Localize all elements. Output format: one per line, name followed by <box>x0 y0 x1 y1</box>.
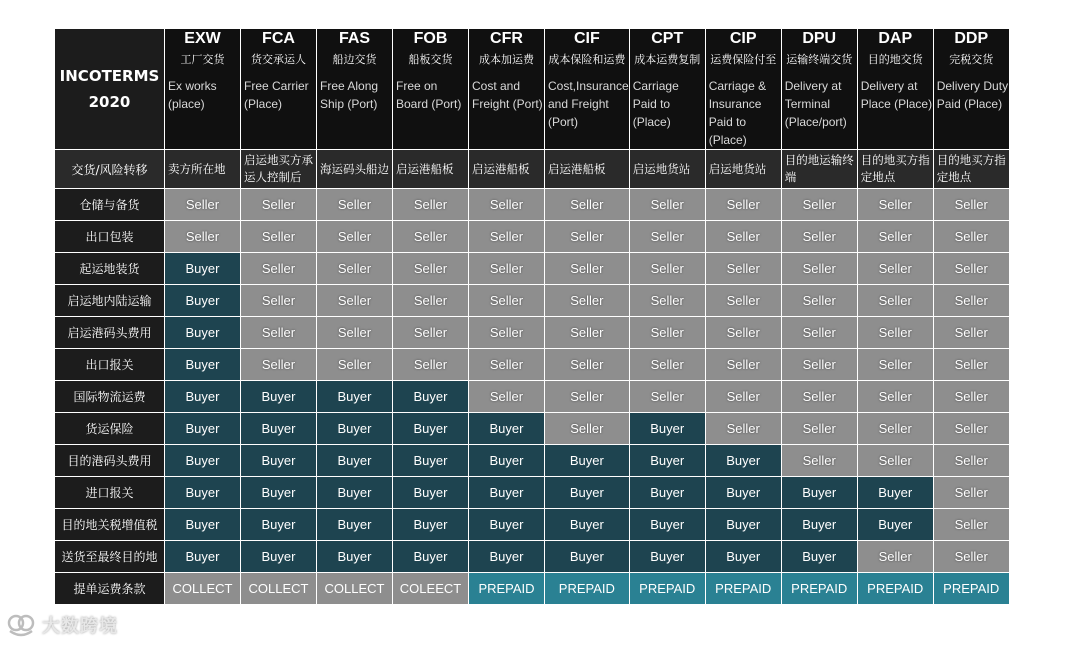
term-code: FAS <box>338 30 371 47</box>
term-code: CIF <box>573 30 600 47</box>
table-row <box>55 381 1010 413</box>
buyer-cell: Buyer <box>469 477 545 509</box>
prepaid-cell: PREPAID <box>705 573 781 605</box>
seller-cell: Seller <box>545 349 630 381</box>
term-english-name: Cost and Freight (Port) <box>472 79 543 111</box>
watermark-text: 大数跨境 <box>42 616 118 637</box>
transfer-point-cip: 启运地货站 <box>705 150 781 189</box>
watermark <box>6 611 118 639</box>
term-english-name: Cost,Insurance and Freight (Port) <box>548 79 629 129</box>
seller-cell: Seller <box>545 413 630 445</box>
seller-cell: Seller <box>781 349 857 381</box>
buyer-cell: Buyer <box>165 381 241 413</box>
table-row <box>55 349 1010 381</box>
seller-cell: Seller <box>933 381 1009 413</box>
seller-cell: Seller <box>933 285 1009 317</box>
term-english-name: Ex works (place) <box>168 79 217 111</box>
prepaid-cell: PREPAID <box>469 573 545 605</box>
row-label-freight: 提单运费条款 <box>55 573 165 605</box>
seller-cell: Seller <box>317 317 393 349</box>
buyer-cell: Buyer <box>705 445 781 477</box>
row-label: 出口包装 <box>55 221 165 253</box>
buyer-cell: Buyer <box>317 509 393 541</box>
prepaid-cell: PREPAID <box>545 573 630 605</box>
seller-cell: Seller <box>705 189 781 221</box>
term-code: DAP <box>878 30 913 47</box>
buyer-cell: Buyer <box>705 509 781 541</box>
seller-cell: Seller <box>857 381 933 413</box>
buyer-cell: Buyer <box>393 477 469 509</box>
seller-cell: Seller <box>545 317 630 349</box>
term-code: CFR <box>490 30 523 47</box>
seller-cell: Seller <box>933 189 1009 221</box>
row-label: 起运地装货 <box>55 253 165 285</box>
transfer-point-fas: 海运码头船边 <box>317 150 393 189</box>
prepaid-cell: PREPAID <box>857 573 933 605</box>
buyer-cell: Buyer <box>317 445 393 477</box>
buyer-cell: Buyer <box>781 477 857 509</box>
seller-cell: Seller <box>857 349 933 381</box>
seller-cell: Seller <box>781 253 857 285</box>
term-header-fob <box>393 29 469 150</box>
transfer-row <box>55 150 1010 189</box>
seller-cell: Seller <box>241 349 317 381</box>
term-header-cfr <box>469 29 545 150</box>
seller-cell: Seller <box>857 413 933 445</box>
buyer-cell: Buyer <box>165 317 241 349</box>
buyer-cell: Buyer <box>165 445 241 477</box>
transfer-point-ddp: 目的地买方指定地点 <box>933 150 1009 189</box>
term-header-dap <box>857 29 933 150</box>
buyer-cell: Buyer <box>629 509 705 541</box>
term-header-dpu <box>781 29 857 150</box>
seller-cell: Seller <box>705 221 781 253</box>
buyer-cell: Buyer <box>469 445 545 477</box>
term-english-name: Free on Board (Port) <box>396 79 462 111</box>
transfer-point-cif: 启运港船板 <box>545 150 630 189</box>
seller-cell: Seller <box>705 317 781 349</box>
buyer-cell: Buyer <box>545 509 630 541</box>
buyer-cell: Buyer <box>629 445 705 477</box>
buyer-cell: Buyer <box>393 445 469 477</box>
term-chinese-name: 成本运费复制 <box>634 53 701 66</box>
seller-cell: Seller <box>469 285 545 317</box>
seller-cell: Seller <box>781 189 857 221</box>
seller-cell: Seller <box>705 253 781 285</box>
term-chinese-name: 成本加运费 <box>479 53 534 66</box>
row-label: 目的港码头费用 <box>55 445 165 477</box>
seller-cell: Seller <box>545 253 630 285</box>
buyer-cell: Buyer <box>545 541 630 573</box>
buyer-cell: Buyer <box>629 541 705 573</box>
seller-cell: Seller <box>629 349 705 381</box>
transfer-point-fob: 启运港船板 <box>393 150 469 189</box>
term-header-fca <box>241 29 317 150</box>
row-label: 目的地关税增值税 <box>55 509 165 541</box>
term-english-name: Free Carrier (Place) <box>244 79 309 111</box>
header-row <box>55 29 1010 150</box>
buyer-cell: Buyer <box>241 413 317 445</box>
buyer-cell: Buyer <box>857 477 933 509</box>
seller-cell: Seller <box>393 349 469 381</box>
seller-cell: Seller <box>857 221 933 253</box>
transfer-point-cfr: 启运港船板 <box>469 150 545 189</box>
term-chinese-name: 完税交货 <box>949 53 994 66</box>
term-code: DPU <box>802 30 837 47</box>
seller-cell: Seller <box>241 189 317 221</box>
buyer-cell: Buyer <box>165 413 241 445</box>
seller-cell: Seller <box>241 285 317 317</box>
seller-cell: Seller <box>781 221 857 253</box>
table-row <box>55 189 1010 221</box>
transfer-point-dap: 目的地买方指定地点 <box>857 150 933 189</box>
seller-cell: Seller <box>857 189 933 221</box>
seller-cell: Seller <box>933 509 1009 541</box>
seller-cell: Seller <box>933 541 1009 573</box>
seller-cell: Seller <box>933 317 1009 349</box>
term-chinese-name: 成本保险和运费 <box>548 53 626 66</box>
term-header-cif <box>545 29 630 150</box>
row-label: 仓储与备货 <box>55 189 165 221</box>
term-chinese-name: 运费保险付至 <box>710 53 777 66</box>
prepaid-cell: PREPAID <box>781 573 857 605</box>
term-code: FOB <box>413 30 448 47</box>
buyer-cell: Buyer <box>165 541 241 573</box>
seller-cell: Seller <box>933 253 1009 285</box>
transfer-point-dpu: 目的地运输终端 <box>781 150 857 189</box>
seller-cell: Seller <box>629 285 705 317</box>
buyer-cell: Buyer <box>393 541 469 573</box>
table-row <box>55 253 1010 285</box>
buyer-cell: Buyer <box>165 349 241 381</box>
term-english-name: Free Along Ship (Port) <box>320 79 379 111</box>
term-header-cip <box>705 29 781 150</box>
buyer-cell: Buyer <box>781 509 857 541</box>
seller-cell: Seller <box>545 221 630 253</box>
seller-cell: Seller <box>317 285 393 317</box>
seller-cell: Seller <box>781 317 857 349</box>
collect-cell: COLLECT <box>165 573 241 605</box>
seller-cell: Seller <box>705 413 781 445</box>
buyer-cell: Buyer <box>705 541 781 573</box>
term-english-name: Carriage Paid to (Place) <box>632 79 679 129</box>
buyer-cell: Buyer <box>241 381 317 413</box>
seller-cell: Seller <box>933 445 1009 477</box>
seller-cell: Seller <box>469 221 545 253</box>
incoterms-table-body <box>55 29 1010 605</box>
buyer-cell: Buyer <box>241 509 317 541</box>
seller-cell: Seller <box>545 381 630 413</box>
seller-cell: Seller <box>629 253 705 285</box>
table-row <box>55 509 1010 541</box>
seller-cell: Seller <box>469 317 545 349</box>
seller-cell: Seller <box>317 189 393 221</box>
seller-cell: Seller <box>241 317 317 349</box>
term-code: FCA <box>262 30 295 47</box>
buyer-cell: Buyer <box>393 509 469 541</box>
term-chinese-name: 工厂交货 <box>180 53 225 66</box>
buyer-cell: Buyer <box>165 509 241 541</box>
transfer-point-fca: 启运地买方承运人控制后 <box>241 150 317 189</box>
seller-cell: Seller <box>933 413 1009 445</box>
table-row <box>55 317 1010 349</box>
seller-cell: Seller <box>165 221 241 253</box>
transfer-point-cpt: 启运地货站 <box>629 150 705 189</box>
term-english-name: Carriage & Insurance Paid to (Place) <box>708 79 767 147</box>
term-english-name: Delivery Duty Paid (Place) <box>936 79 1009 111</box>
incoterms-table <box>54 28 1010 605</box>
seller-cell: Seller <box>933 349 1009 381</box>
row-label: 货运保险 <box>55 413 165 445</box>
seller-cell: Seller <box>705 381 781 413</box>
term-english-name: Delivery at Place (Place) <box>860 79 933 111</box>
seller-cell: Seller <box>469 253 545 285</box>
term-header-fas <box>317 29 393 150</box>
seller-cell: Seller <box>241 253 317 285</box>
seller-cell: Seller <box>629 189 705 221</box>
buyer-cell: Buyer <box>545 477 630 509</box>
seller-cell: Seller <box>469 349 545 381</box>
buyer-cell: Buyer <box>705 477 781 509</box>
row-label: 送货至最终目的地 <box>55 541 165 573</box>
seller-cell: Seller <box>781 285 857 317</box>
buyer-cell: Buyer <box>393 413 469 445</box>
seller-cell: Seller <box>317 349 393 381</box>
seller-cell: Seller <box>857 285 933 317</box>
seller-cell: Seller <box>393 189 469 221</box>
buyer-cell: Buyer <box>165 253 241 285</box>
seller-cell: Seller <box>857 253 933 285</box>
seller-cell: Seller <box>933 221 1009 253</box>
seller-cell: Seller <box>857 541 933 573</box>
term-header-exw <box>165 29 241 150</box>
table-row <box>55 477 1010 509</box>
seller-cell: Seller <box>781 413 857 445</box>
seller-cell: Seller <box>629 317 705 349</box>
seller-cell: Seller <box>629 381 705 413</box>
table-row <box>55 221 1010 253</box>
seller-cell: Seller <box>317 253 393 285</box>
term-english-name: Delivery at Terminal (Place/port) <box>784 79 847 129</box>
seller-cell: Seller <box>781 445 857 477</box>
collect-cell: COLLECT <box>317 573 393 605</box>
term-code: CPT <box>651 30 684 47</box>
seller-cell: Seller <box>705 285 781 317</box>
term-chinese-name: 运输终端交货 <box>786 53 853 66</box>
seller-cell: Seller <box>393 285 469 317</box>
row-label: 启运港码头费用 <box>55 317 165 349</box>
watermark-logo-icon <box>6 613 36 637</box>
buyer-cell: Buyer <box>165 477 241 509</box>
buyer-cell: Buyer <box>857 509 933 541</box>
term-header-cpt <box>629 29 705 150</box>
buyer-cell: Buyer <box>317 477 393 509</box>
term-header-ddp <box>933 29 1009 150</box>
row-label: 启运地内陆运输 <box>55 285 165 317</box>
seller-cell: Seller <box>393 317 469 349</box>
seller-cell: Seller <box>857 317 933 349</box>
seller-cell: Seller <box>545 285 630 317</box>
seller-cell: Seller <box>241 221 317 253</box>
table-row <box>55 413 1010 445</box>
seller-cell: Seller <box>545 189 630 221</box>
buyer-cell: Buyer <box>241 541 317 573</box>
table-title: INCOTERMS 2020 <box>55 29 165 150</box>
seller-cell: Seller <box>857 445 933 477</box>
term-chinese-name: 货交承运人 <box>251 53 306 66</box>
table-row <box>55 285 1010 317</box>
buyer-cell: Buyer <box>241 477 317 509</box>
buyer-cell: Buyer <box>393 381 469 413</box>
buyer-cell: Buyer <box>545 445 630 477</box>
buyer-cell: Buyer <box>317 413 393 445</box>
term-code: EXW <box>184 30 221 47</box>
term-chinese-name: 目的地交货 <box>867 53 923 66</box>
table-row <box>55 541 1010 573</box>
term-chinese-name: 船边交货 <box>332 53 377 66</box>
seller-cell: Seller <box>469 189 545 221</box>
prepaid-cell: PREPAID <box>629 573 705 605</box>
collect-cell: COLLECT <box>241 573 317 605</box>
buyer-cell: Buyer <box>629 477 705 509</box>
term-code: DDP <box>954 30 989 47</box>
buyer-cell: Buyer <box>317 541 393 573</box>
buyer-cell: Buyer <box>469 509 545 541</box>
prepaid-cell: PREPAID <box>933 573 1009 605</box>
seller-cell: Seller <box>317 221 393 253</box>
table-row <box>55 445 1010 477</box>
buyer-cell: Buyer <box>629 413 705 445</box>
row-label: 国际物流运费 <box>55 381 165 413</box>
freight-terms-row <box>55 573 1010 605</box>
buyer-cell: Buyer <box>317 381 393 413</box>
buyer-cell: Buyer <box>469 541 545 573</box>
seller-cell: Seller <box>393 221 469 253</box>
seller-cell: Seller <box>705 349 781 381</box>
seller-cell: Seller <box>469 381 545 413</box>
term-chinese-name: 船板交货 <box>408 53 453 66</box>
seller-cell: Seller <box>781 381 857 413</box>
seller-cell: Seller <box>629 221 705 253</box>
buyer-cell: Buyer <box>241 445 317 477</box>
buyer-cell: Buyer <box>165 285 241 317</box>
seller-cell: Seller <box>393 253 469 285</box>
buyer-cell: Buyer <box>781 541 857 573</box>
term-code: CIP <box>729 30 757 47</box>
row-label: 出口报关 <box>55 349 165 381</box>
row-label: 进口报关 <box>55 477 165 509</box>
buyer-cell: Buyer <box>469 413 545 445</box>
seller-cell: Seller <box>933 477 1009 509</box>
transfer-point-exw: 卖方所在地 <box>165 150 241 189</box>
seller-cell: Seller <box>165 189 241 221</box>
collect-cell: COLEECT <box>393 573 469 605</box>
row-label-transfer: 交货/风险转移 <box>55 150 165 189</box>
